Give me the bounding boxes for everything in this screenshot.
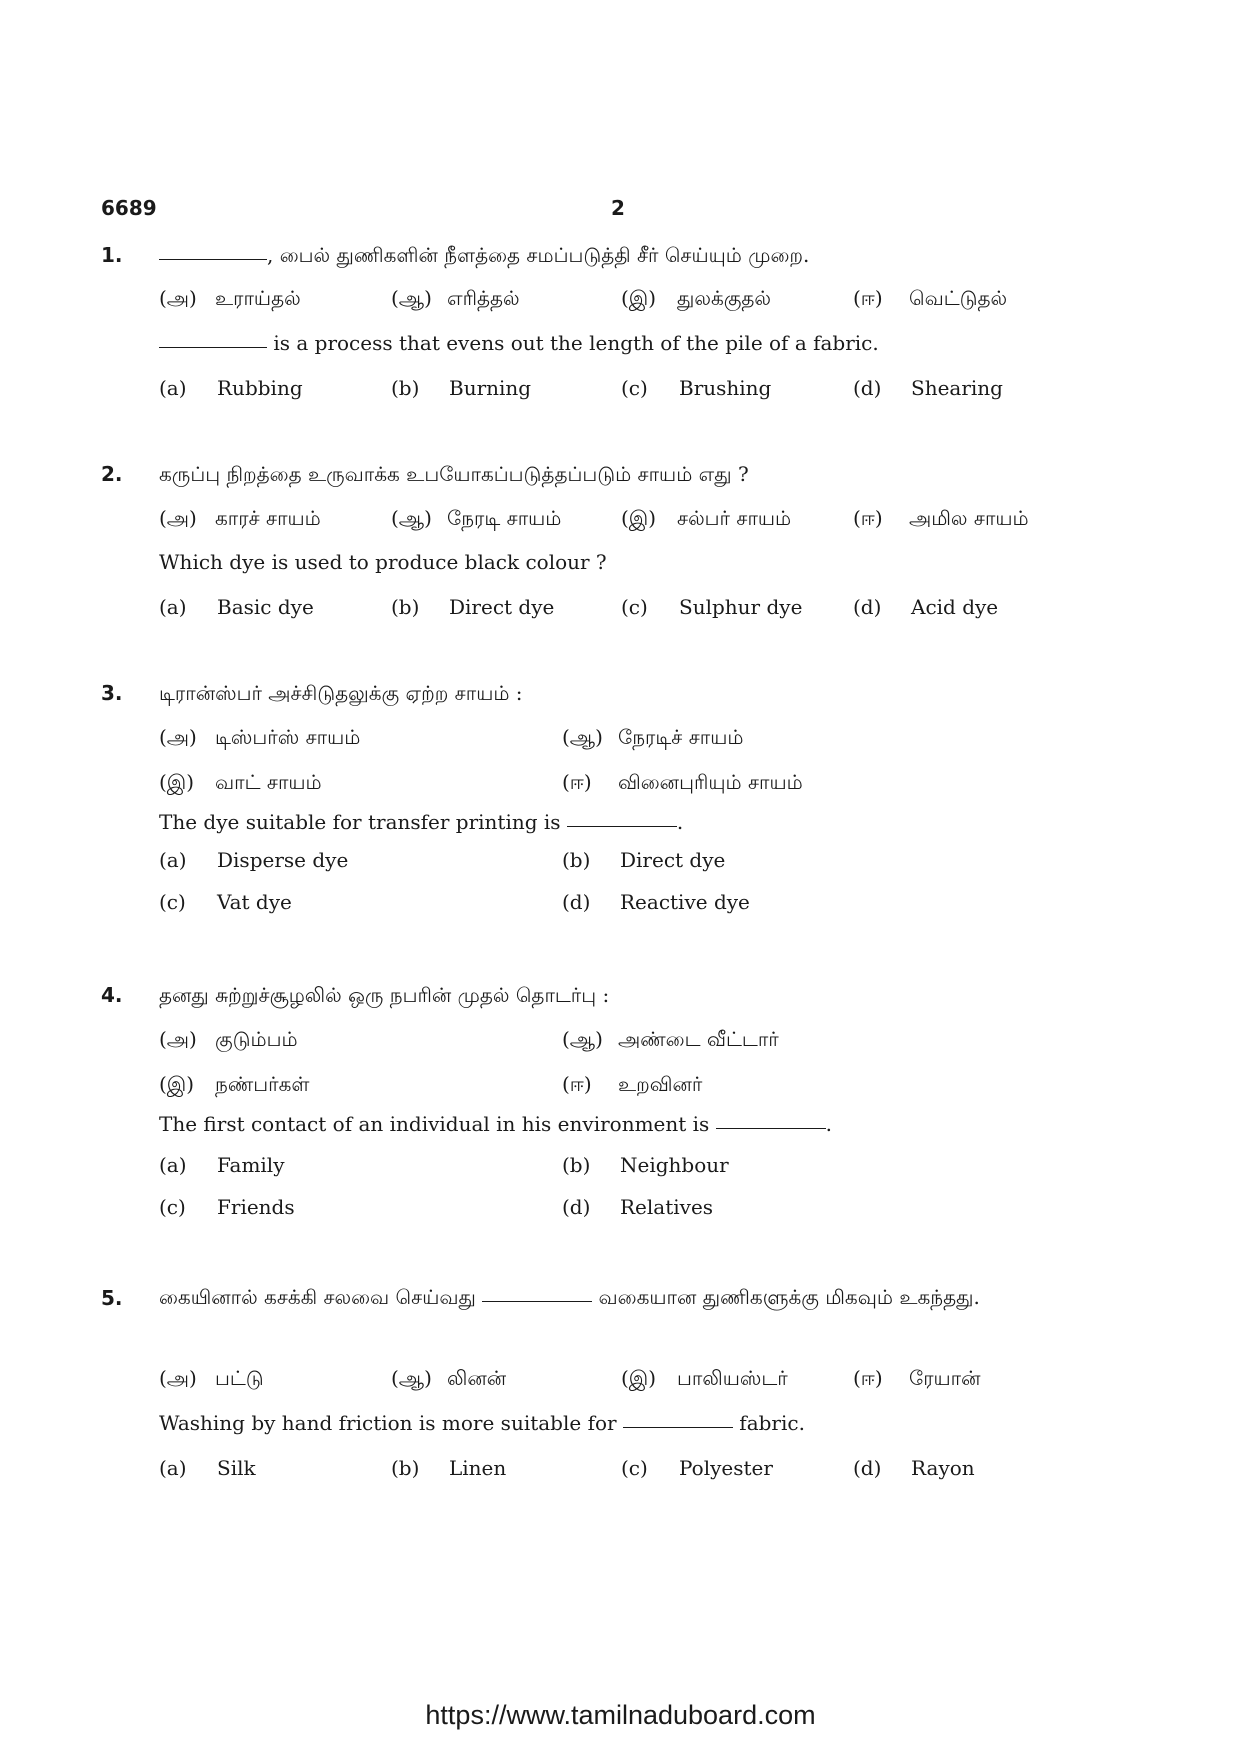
answer-blank	[482, 1300, 592, 1302]
option-d: (d) Reactive dye	[562, 890, 750, 914]
option-tamil-a: (அ) டிஸ்பர்ஸ் சாயம்	[159, 725, 361, 749]
option-d: (d) Rayon	[853, 1456, 975, 1480]
option-tamil-d: (ஈ) அமில சாயம்	[853, 506, 1029, 530]
option-tamil-b: (ஆ) நேரடி சாயம்	[391, 506, 562, 530]
option-c: (c) Sulphur dye	[621, 595, 803, 619]
option-c: (c) Vat dye	[159, 890, 292, 914]
option-tamil-a: (அ) உராய்தல்	[159, 286, 301, 310]
question-text-tamil: டிரான்ஸ்பர் அச்சிடுதலுக்கு ஏற்ற சாயம் :	[159, 681, 523, 705]
option-d: (d) Relatives	[562, 1195, 714, 1219]
question-text-english: The dye suitable for transfer printing is .	[159, 810, 684, 834]
option-tamil-d: (ஈ) உறவினர்	[562, 1072, 703, 1096]
option-a: (a) Disperse dye	[159, 848, 349, 872]
answer-blank	[623, 1426, 733, 1428]
page-header	[101, 196, 1141, 226]
option-a: (a) Family	[159, 1153, 285, 1177]
option-d: (d) Acid dye	[853, 595, 999, 619]
option-tamil-b: (ஆ) அண்டை வீட்டார்	[562, 1027, 779, 1051]
question-text-english: The first contact of an individual in his environment is .	[159, 1112, 833, 1136]
option-b: (b) Direct dye	[391, 595, 555, 619]
footer-url[interactable]: https://www.tamilnaduboard.com	[425, 1700, 816, 1730]
question-number: 2.	[101, 462, 123, 486]
option-c: (c) Polyester	[621, 1456, 773, 1480]
question-text-english: Washing by hand friction is more suitable for fabric.	[159, 1411, 805, 1435]
option-tamil-c: (இ) பாலியஸ்டர்	[621, 1366, 788, 1390]
option-tamil-c: (இ) வாட் சாயம்	[159, 770, 322, 794]
question-number: 1.	[101, 243, 123, 267]
option-tamil-c: (இ) துலக்குதல்	[621, 286, 772, 310]
question-text-tamil: கருப்பு நிறத்தை உருவாக்க உபயோகப்படுத்தப்படும் சாயம் எது ?	[159, 462, 749, 486]
option-d: (d) Shearing	[853, 376, 1003, 400]
answer-blank	[716, 1127, 826, 1129]
question-number: 3.	[101, 681, 123, 705]
option-tamil-b: (ஆ) எரித்தல்	[391, 286, 520, 310]
option-tamil-d: (ஈ) வெட்டுதல்	[853, 286, 1008, 310]
option-tamil-b: (ஆ) லினன்	[391, 1366, 507, 1390]
question-number: 4.	[101, 983, 123, 1007]
option-b: (b) Neighbour	[562, 1153, 729, 1177]
option-tamil-c: (இ) சல்பர் சாயம்	[621, 506, 792, 530]
option-a: (a) Rubbing	[159, 376, 303, 400]
option-tamil-a: (அ) பட்டு	[159, 1366, 264, 1390]
question-text-english: is a process that evens out the length of the pile of a fabric.	[159, 331, 879, 355]
answer-blank	[159, 346, 267, 348]
option-a: (a) Silk	[159, 1456, 256, 1480]
option-c: (c) Brushing	[621, 376, 772, 400]
question-text-tamil: கையினால் கசக்கி சலவை செய்வது வகையான துணிகளுக்கு மிகவும் உகந்தது.	[159, 1285, 980, 1309]
paper-code: 6689	[101, 196, 157, 220]
answer-blank	[567, 825, 677, 827]
option-a: (a) Basic dye	[159, 595, 314, 619]
question-text-english: Which dye is used to produce black colour ?	[159, 550, 607, 574]
option-c: (c) Friends	[159, 1195, 295, 1219]
option-tamil-a: (அ) காரச் சாயம்	[159, 506, 321, 530]
page-number: 2	[611, 196, 625, 220]
answer-blank	[159, 258, 267, 260]
option-tamil-a: (அ) குடும்பம்	[159, 1027, 298, 1051]
question-number: 5.	[101, 1286, 123, 1310]
option-tamil-c: (இ) நண்பர்கள்	[159, 1072, 310, 1096]
question-text-tamil: தனது சுற்றுச்சூழலில் ஒரு நபரின் முதல் தொடர்பு :	[159, 983, 610, 1007]
option-tamil-b: (ஆ) நேரடிச் சாயம்	[562, 725, 744, 749]
option-b: (b) Linen	[391, 1456, 507, 1480]
option-tamil-d: (ஈ) ரேயான்	[853, 1366, 981, 1390]
option-b: (b) Direct dye	[562, 848, 726, 872]
option-b: (b) Burning	[391, 376, 532, 400]
question-text-tamil: , பைல் துணிகளின் நீளத்தை சமப்படுத்தி சீர் செய்யும் முறை.	[159, 243, 809, 270]
option-tamil-d: (ஈ) வினைபுரியும் சாயம்	[562, 770, 803, 794]
